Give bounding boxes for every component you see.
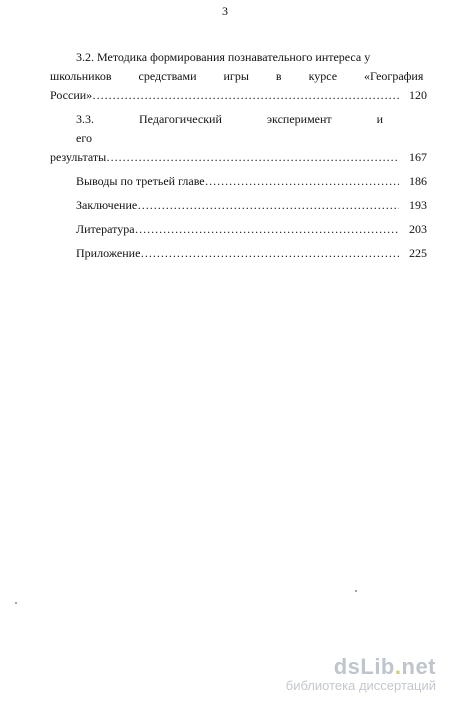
- watermark-subtitle: библиотека диссертаций: [285, 678, 436, 693]
- toc-entry-appendix[interactable]: [50, 244, 427, 263]
- toc-entry-conclusion[interactable]: [50, 196, 427, 215]
- leader-dots: [140, 244, 399, 263]
- leader-dots: [106, 148, 399, 167]
- toc-entry-page: 186: [409, 174, 427, 188]
- leader-dots: [205, 172, 399, 191]
- toc-entry-3-3-text-1: 3.3. Педагогический эксперимент и его: [76, 112, 384, 145]
- page-number: 3: [222, 4, 228, 18]
- table-of-contents: [50, 48, 427, 268]
- toc-entry-page: 193: [409, 198, 427, 212]
- toc-entry-page: 203: [409, 222, 427, 236]
- toc-entry-3-3-text-2: результаты: [50, 150, 107, 164]
- toc-entry-3-2-line-3: [50, 86, 427, 105]
- toc-entry-3-2-line-2: [50, 67, 427, 86]
- toc-entry-page: 225: [409, 246, 427, 260]
- watermark: [286, 654, 436, 693]
- toc-entry-3-2-page: 120: [409, 88, 427, 102]
- toc-entry-3-2[interactable]: [50, 48, 427, 105]
- toc-entry-label: Выводы по третьей главе: [76, 174, 205, 188]
- toc-entry-literature[interactable]: [50, 220, 427, 239]
- toc-entry-3-2-text-2: школьников средствами игры в курсе «География: [50, 69, 424, 83]
- scan-speck: [15, 602, 17, 604]
- scan-speck: [355, 590, 357, 592]
- leader-dots: [135, 220, 399, 239]
- toc-entry-label: Приложение: [76, 246, 141, 260]
- watermark-logo: dsLib.net: [333, 654, 436, 679]
- toc-entry-3-2-line-1: [50, 48, 427, 67]
- toc-entry-3-3-line-1: [50, 110, 427, 148]
- leader-dots: [92, 86, 399, 105]
- toc-entry-3-2-text-3: России»: [50, 88, 93, 102]
- toc-entry-3-3-line-2: [50, 148, 427, 167]
- toc-entry-3-3[interactable]: [50, 110, 427, 167]
- leader-dots: [137, 196, 399, 215]
- toc-entry-label: Заключение: [76, 198, 138, 212]
- toc-entry-conclusions-ch3[interactable]: [50, 172, 427, 191]
- toc-entry-3-3-page: 167: [409, 150, 427, 164]
- toc-entry-label: Литература: [76, 222, 135, 236]
- toc-entry-3-2-text-1: 3.2. Методика формирования познавательного интереса у: [76, 50, 371, 64]
